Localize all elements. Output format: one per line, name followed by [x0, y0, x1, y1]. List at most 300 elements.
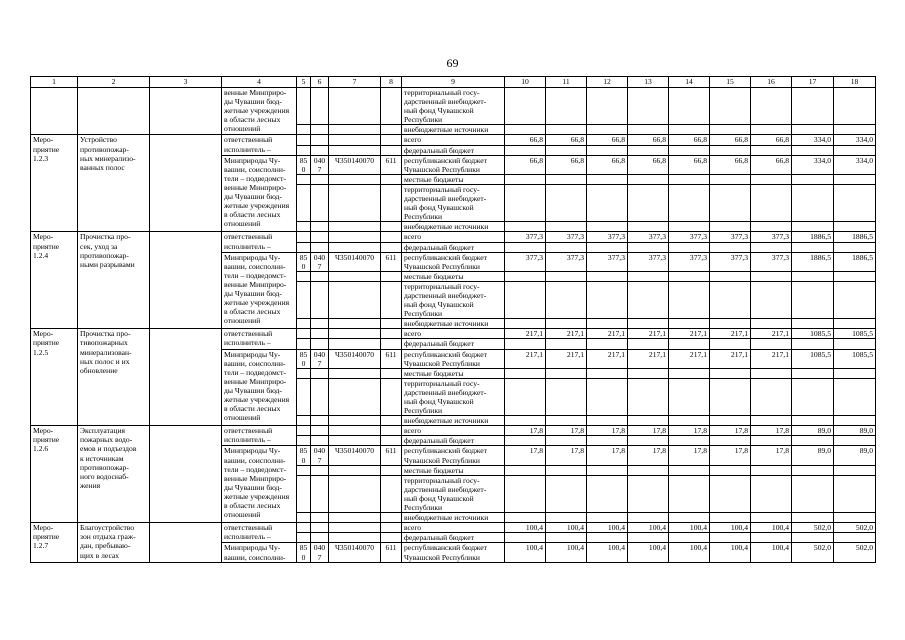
empty-cell: [297, 281, 311, 318]
value-cell: 17,8: [710, 426, 751, 436]
value-cell: [792, 416, 834, 426]
value-cell: [546, 88, 587, 125]
value-cell: 17,8: [669, 446, 710, 465]
value-cell: 377,3: [628, 252, 669, 271]
header-row: [31, 77, 876, 88]
value-cell: 377,3: [505, 252, 546, 271]
value-cell: 502,0: [792, 543, 834, 562]
value-cell: [669, 465, 710, 475]
empty-cell: [381, 436, 402, 446]
value-cell: [751, 416, 792, 426]
funding-source-cell: федеральный бюджет: [402, 533, 505, 543]
value-cell: 100,4: [546, 543, 587, 562]
funding-source-cell: всего: [402, 329, 505, 339]
value-cell: 1085,5: [834, 329, 876, 339]
value-cell: 217,1: [751, 329, 792, 339]
value-cell: 17,8: [546, 446, 587, 465]
value-cell: [792, 513, 834, 523]
column-number: 12: [587, 77, 628, 88]
empty-cell: [329, 145, 381, 155]
value-cell: 17,8: [628, 426, 669, 436]
value-cell: [834, 222, 876, 232]
value-cell: [669, 436, 710, 446]
table-row: [31, 329, 876, 339]
value-cell: [710, 125, 751, 135]
value-cell: [834, 281, 876, 318]
value-cell: [751, 465, 792, 475]
value-cell: [710, 436, 751, 446]
value-cell: 100,4: [546, 523, 587, 533]
responsible-cell: Минприроды Чу- вашии, соисполни- тели – подведомст- венные Минприро- ды Чувашии бюд- жетные учреждения в области лесных отношений: [222, 155, 297, 232]
value-cell: 100,4: [587, 543, 628, 562]
value-cell: [587, 475, 628, 512]
value-cell: 66,8: [505, 135, 546, 145]
empty-cell: [329, 329, 381, 339]
value-cell: [669, 174, 710, 184]
column-number: 8: [381, 77, 402, 88]
value-cell: 377,3: [669, 252, 710, 271]
empty-cell: [311, 242, 329, 252]
empty-cell: [381, 271, 402, 281]
column-number: 5: [297, 77, 311, 88]
value-cell: [669, 533, 710, 543]
table-row: [31, 135, 876, 145]
value-cell: 17,8: [587, 446, 628, 465]
grbs-cell: 850: [297, 252, 311, 271]
value-cell: 1886,5: [792, 252, 834, 271]
funding-source-cell: республиканский бюджет Чувашской Республики: [402, 446, 505, 465]
empty-cell: [329, 88, 381, 125]
value-cell: [792, 436, 834, 446]
value-cell: [710, 174, 751, 184]
csr-cell: Ч350140070: [329, 252, 381, 271]
value-cell: [792, 125, 834, 135]
value-cell: [834, 378, 876, 415]
value-cell: 334,0: [834, 155, 876, 174]
value-cell: 217,1: [710, 329, 751, 339]
funding-source-cell: федеральный бюджет: [402, 436, 505, 446]
empty-cell: [381, 319, 402, 329]
value-cell: [669, 368, 710, 378]
funding-source-cell: республиканский бюджет Чувашской Республики: [402, 349, 505, 368]
empty-cell: [329, 533, 381, 543]
value-cell: 217,1: [628, 349, 669, 368]
value-cell: 217,1: [669, 329, 710, 339]
grbs-cell: 850: [297, 155, 311, 174]
value-cell: [710, 271, 751, 281]
empty-cell: [329, 222, 381, 232]
value-cell: [546, 378, 587, 415]
value-cell: [628, 174, 669, 184]
value-cell: [628, 125, 669, 135]
value-cell: 100,4: [505, 543, 546, 562]
empty-cell: [297, 242, 311, 252]
value-cell: [710, 513, 751, 523]
empty-cell: [329, 281, 381, 318]
responsible-head-cell: ответственный исполнитель –: [222, 135, 297, 155]
empty-cell: [381, 475, 402, 512]
funding-source-cell: республиканский бюджет Чувашской Республики: [402, 543, 505, 562]
value-cell: 17,8: [751, 446, 792, 465]
event-number-cell: Меро- приятие 1.2.5: [31, 329, 78, 426]
value-cell: [587, 339, 628, 349]
value-cell: [792, 174, 834, 184]
event-name-cell: Прочистка про- тивопожарных минерализован- ных полос и их обновление: [78, 329, 150, 426]
empty-cell: [381, 232, 402, 242]
value-cell: [710, 475, 751, 512]
rzpr-cell: 0407: [311, 252, 329, 271]
empty-cell: [297, 174, 311, 184]
value-cell: [587, 319, 628, 329]
value-cell: [669, 125, 710, 135]
event-name-cell: [78, 88, 150, 135]
empty-cell: [381, 426, 402, 436]
value-cell: [505, 125, 546, 135]
value-cell: 377,3: [751, 252, 792, 271]
value-cell: 334,0: [834, 135, 876, 145]
value-cell: [628, 513, 669, 523]
value-cell: 1886,5: [792, 232, 834, 242]
value-cell: [587, 145, 628, 155]
value-cell: 217,1: [669, 349, 710, 368]
empty-cell: [381, 368, 402, 378]
empty-cell: [311, 232, 329, 242]
funding-source-cell: внебюджетные источники: [402, 125, 505, 135]
value-cell: [628, 533, 669, 543]
value-cell: [505, 475, 546, 512]
csr-cell: Ч350140070: [329, 155, 381, 174]
empty-cell: [329, 465, 381, 475]
value-cell: 66,8: [546, 135, 587, 145]
funding-source-cell: территориальный госу- дарственный внебюджет- ный фонд Чувашской Республики: [402, 88, 505, 125]
value-cell: [546, 475, 587, 512]
empty-cell: [150, 88, 222, 135]
value-cell: [546, 319, 587, 329]
value-cell: [546, 533, 587, 543]
empty-cell: [297, 533, 311, 543]
value-cell: [834, 416, 876, 426]
vr-cell: 611: [381, 543, 402, 562]
responsible-cell: Минприроды Чу- вашии, соисполни- тели – подведомст- венные Минприро- ды Чувашии бюд- жетные учреждения в области лесных отношений: [222, 349, 297, 426]
value-cell: 217,1: [628, 329, 669, 339]
empty-cell: [381, 242, 402, 252]
value-cell: 66,8: [546, 155, 587, 174]
empty-cell: [329, 523, 381, 533]
value-cell: [710, 416, 751, 426]
funding-source-cell: федеральный бюджет: [402, 339, 505, 349]
value-cell: 502,0: [834, 543, 876, 562]
empty-cell: [311, 281, 329, 318]
empty-cell: [329, 242, 381, 252]
value-cell: [628, 242, 669, 252]
value-cell: 100,4: [710, 543, 751, 562]
value-cell: 66,8: [751, 135, 792, 145]
value-cell: [587, 184, 628, 221]
empty-cell: [297, 426, 311, 436]
value-cell: [792, 145, 834, 155]
value-cell: [587, 436, 628, 446]
event-number-cell: Меро- приятие 1.2.3: [31, 135, 78, 232]
value-cell: 17,8: [587, 426, 628, 436]
rzpr-cell: 0407: [311, 446, 329, 465]
value-cell: [792, 475, 834, 512]
value-cell: [505, 319, 546, 329]
empty-cell: [381, 125, 402, 135]
value-cell: 377,3: [505, 232, 546, 242]
empty-cell: [150, 232, 222, 329]
empty-cell: [329, 475, 381, 512]
value-cell: [546, 416, 587, 426]
empty-cell: [297, 368, 311, 378]
empty-cell: [329, 368, 381, 378]
empty-cell: [311, 436, 329, 446]
empty-cell: [381, 222, 402, 232]
vr-cell: 611: [381, 155, 402, 174]
empty-cell: [150, 523, 222, 562]
responsible-head-cell: ответственный исполнитель –: [222, 232, 297, 252]
value-cell: 66,8: [628, 155, 669, 174]
value-cell: [546, 174, 587, 184]
value-cell: 100,4: [628, 543, 669, 562]
funding-source-cell: внебюджетные источники: [402, 319, 505, 329]
empty-cell: [381, 88, 402, 125]
value-cell: [587, 242, 628, 252]
value-cell: 502,0: [834, 523, 876, 533]
value-cell: 217,1: [587, 329, 628, 339]
funding-source-cell: местные бюджеты: [402, 271, 505, 281]
value-cell: 334,0: [792, 155, 834, 174]
value-cell: [587, 222, 628, 232]
empty-cell: [381, 416, 402, 426]
value-cell: [628, 222, 669, 232]
value-cell: [792, 378, 834, 415]
funding-source-cell: республиканский бюджет Чувашской Республики: [402, 252, 505, 271]
value-cell: [669, 281, 710, 318]
csr-cell: Ч350140070: [329, 543, 381, 562]
value-cell: [751, 271, 792, 281]
responsible-cell: Минприроды Чу- вашии, соисполни- тели – подведомст- венные Минприро- ды Чувашии бюд- жетные учреждения в области лесных отношений: [222, 446, 297, 523]
funding-source-cell: всего: [402, 232, 505, 242]
value-cell: 217,1: [710, 349, 751, 368]
empty-cell: [297, 329, 311, 339]
value-cell: [710, 465, 751, 475]
responsible-head-cell: ответственный исполнитель –: [222, 523, 297, 543]
empty-cell: [329, 271, 381, 281]
responsible-head-cell: ответственный исполнитель –: [222, 426, 297, 446]
value-cell: 1085,5: [792, 349, 834, 368]
value-cell: 217,1: [505, 329, 546, 339]
rzpr-cell: 0407: [311, 543, 329, 562]
empty-cell: [381, 378, 402, 415]
value-cell: [751, 184, 792, 221]
value-cell: [751, 533, 792, 543]
value-cell: [751, 222, 792, 232]
empty-cell: [311, 368, 329, 378]
value-cell: [628, 184, 669, 221]
value-cell: [505, 416, 546, 426]
value-cell: [669, 339, 710, 349]
value-cell: [792, 533, 834, 543]
value-cell: [751, 145, 792, 155]
value-cell: [710, 184, 751, 221]
empty-cell: [297, 319, 311, 329]
value-cell: [587, 465, 628, 475]
value-cell: [710, 339, 751, 349]
value-cell: [834, 475, 876, 512]
value-cell: [792, 281, 834, 318]
value-cell: 377,3: [751, 232, 792, 242]
column-number: 1: [31, 77, 78, 88]
value-cell: [669, 184, 710, 221]
empty-cell: [381, 513, 402, 523]
value-cell: 217,1: [751, 349, 792, 368]
value-cell: [505, 436, 546, 446]
grbs-cell: 850: [297, 349, 311, 368]
empty-cell: [381, 465, 402, 475]
empty-cell: [311, 271, 329, 281]
empty-cell: [381, 339, 402, 349]
funding-source-cell: всего: [402, 135, 505, 145]
value-cell: 66,8: [710, 135, 751, 145]
value-cell: 100,4: [669, 523, 710, 533]
empty-cell: [311, 125, 329, 135]
value-cell: [751, 319, 792, 329]
table-row: [31, 88, 876, 125]
value-cell: 334,0: [792, 135, 834, 145]
value-cell: [505, 281, 546, 318]
value-cell: [751, 475, 792, 512]
value-cell: 17,8: [546, 426, 587, 436]
value-cell: 377,3: [669, 232, 710, 242]
empty-cell: [311, 475, 329, 512]
value-cell: [710, 88, 751, 125]
value-cell: 89,0: [834, 426, 876, 436]
value-cell: 377,3: [710, 232, 751, 242]
empty-cell: [297, 125, 311, 135]
value-cell: [834, 184, 876, 221]
empty-cell: [150, 426, 222, 523]
value-cell: [546, 339, 587, 349]
value-cell: [587, 368, 628, 378]
value-cell: 17,8: [628, 446, 669, 465]
value-cell: [546, 436, 587, 446]
csr-cell: Ч350140070: [329, 446, 381, 465]
empty-cell: [329, 416, 381, 426]
empty-cell: [381, 184, 402, 221]
value-cell: [669, 319, 710, 329]
value-cell: [546, 271, 587, 281]
value-cell: 100,4: [505, 523, 546, 533]
value-cell: 17,8: [710, 446, 751, 465]
value-cell: 66,8: [587, 155, 628, 174]
value-cell: [669, 88, 710, 125]
table-row: [31, 426, 876, 436]
value-cell: [546, 145, 587, 155]
empty-cell: [329, 135, 381, 145]
empty-cell: [311, 174, 329, 184]
value-cell: [792, 242, 834, 252]
funding-source-cell: всего: [402, 523, 505, 533]
empty-cell: [297, 465, 311, 475]
column-number: 14: [669, 77, 710, 88]
funding-source-cell: всего: [402, 426, 505, 436]
empty-cell: [297, 378, 311, 415]
value-cell: 100,4: [751, 523, 792, 533]
value-cell: [792, 339, 834, 349]
value-cell: [710, 378, 751, 415]
value-cell: [628, 465, 669, 475]
empty-cell: [311, 222, 329, 232]
empty-cell: [311, 184, 329, 221]
empty-cell: [329, 232, 381, 242]
empty-cell: [311, 319, 329, 329]
value-cell: 17,8: [751, 426, 792, 436]
empty-cell: [311, 416, 329, 426]
value-cell: [834, 465, 876, 475]
column-number: 10: [505, 77, 546, 88]
vr-cell: 611: [381, 349, 402, 368]
empty-cell: [311, 135, 329, 145]
value-cell: [505, 339, 546, 349]
value-cell: [628, 88, 669, 125]
value-cell: [751, 174, 792, 184]
funding-source-cell: территориальный госу- дарственный внебюджет- ный фонд Чувашской Республики: [402, 475, 505, 512]
empty-cell: [329, 436, 381, 446]
empty-cell: [311, 329, 329, 339]
empty-cell: [381, 329, 402, 339]
value-cell: 100,4: [710, 523, 751, 533]
value-cell: [546, 281, 587, 318]
value-cell: [587, 271, 628, 281]
value-cell: [669, 378, 710, 415]
table-row: [31, 232, 876, 242]
vr-cell: 611: [381, 252, 402, 271]
value-cell: 17,8: [505, 446, 546, 465]
value-cell: [834, 174, 876, 184]
value-cell: [751, 88, 792, 125]
funding-source-cell: местные бюджеты: [402, 174, 505, 184]
grbs-cell: 850: [297, 446, 311, 465]
value-cell: [834, 88, 876, 125]
column-number: 2: [78, 77, 150, 88]
value-cell: [669, 222, 710, 232]
value-cell: [834, 533, 876, 543]
value-cell: 66,8: [669, 135, 710, 145]
value-cell: [669, 271, 710, 281]
value-cell: [505, 378, 546, 415]
value-cell: [505, 174, 546, 184]
grbs-cell: 850: [297, 543, 311, 562]
value-cell: 66,8: [628, 135, 669, 145]
value-cell: 89,0: [792, 426, 834, 436]
responsible-cell: Минприроды Чу- вашии, соисполни-: [222, 543, 297, 562]
empty-cell: [311, 339, 329, 349]
value-cell: [546, 465, 587, 475]
value-cell: 377,3: [587, 232, 628, 242]
funding-source-cell: республиканский бюджет Чувашской Республики: [402, 155, 505, 174]
value-cell: [505, 368, 546, 378]
value-cell: [587, 378, 628, 415]
empty-cell: [381, 523, 402, 533]
responsible-head-cell: ответственный исполнитель –: [222, 329, 297, 349]
value-cell: 377,3: [710, 252, 751, 271]
value-cell: 377,3: [546, 252, 587, 271]
value-cell: [792, 184, 834, 221]
value-cell: [587, 174, 628, 184]
empty-cell: [381, 135, 402, 145]
column-number: 13: [628, 77, 669, 88]
table-row: [31, 523, 876, 533]
